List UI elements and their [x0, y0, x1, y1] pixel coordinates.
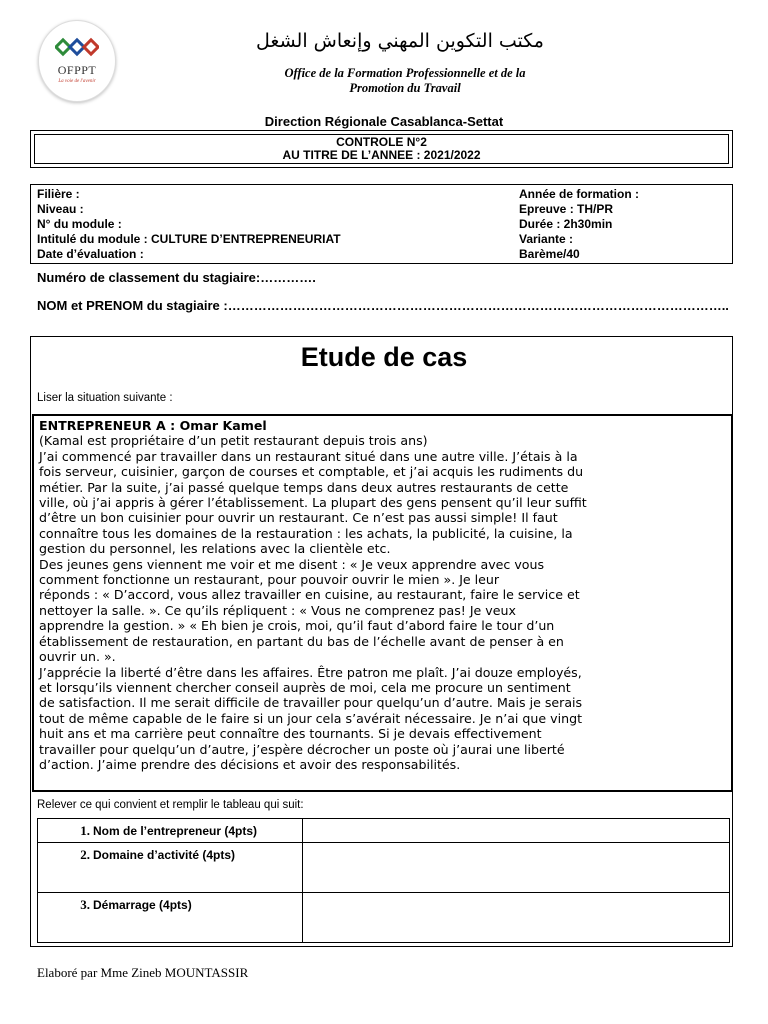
- office-line-2: Promotion du Travail: [349, 81, 461, 95]
- info-date: Date d’évaluation :: [37, 247, 144, 261]
- scenario-line: d’être un bon cuisinier pour ouvrir un restaurant. Ce n’est pas aussi simple! Il faut: [39, 510, 558, 526]
- case-study-title: Etude de cas: [300, 342, 468, 372]
- question-number: 1.: [80, 823, 90, 838]
- scenario-line: nettoyer la salle. ». Ce qu’ils répliquent : « Vous ne comprenez pas! Je veux: [39, 602, 516, 618]
- answer-table: [37, 818, 730, 943]
- table-row: [38, 819, 730, 843]
- question-label: Nom de l’entrepreneur (4pts): [93, 824, 258, 838]
- scenario-text-box: [32, 414, 733, 792]
- question-cell: [38, 893, 303, 943]
- logo-tagline: La voie de l'avenir: [58, 79, 96, 84]
- scenario-line: de satisfaction. Il me serait difficile de travailler pour quelqu’un d’autre. Mais je serais: [39, 695, 583, 711]
- scenario-line: (Kamal est propriétaire d’un petit restaurant depuis trois ans): [39, 433, 428, 449]
- scenario-line: établissement de restauration, en partant du bas de l’échelle avant de penser à en: [39, 633, 564, 649]
- scenario-line: J’ai commencé par travailler dans un restaurant situé dans une autre ville. J’étais à la: [39, 448, 578, 464]
- entrepreneur-heading: ENTREPRENEUR A : Omar Kamel: [39, 418, 267, 433]
- info-variante: Variante :: [519, 232, 574, 246]
- info-module-number: N° du module :: [37, 217, 122, 231]
- answer-cell-domaine[interactable]: [303, 843, 730, 893]
- scenario-line: tout de même capable de le faire si un jour cela s’avérait nécessaire. Je n’ai que vingt: [39, 710, 583, 726]
- question-cell: [38, 843, 303, 893]
- case-intro: Liser la situation suivante :: [37, 392, 173, 404]
- table-row: [38, 843, 730, 893]
- scenario-line: métier. Par la suite, j’ai passé quelque temps dans deux autres restaurants de cette: [39, 479, 569, 495]
- controle-number: CONTROLE N°2: [336, 135, 427, 149]
- scenario-line: apprendre la gestion. » « Eh bien je crois, moi, qu’il faut d’abord faire le tour d’un: [39, 618, 555, 634]
- scenario-line: J’apprécie la liberté d’être dans les affaires. Être patron me plaît. J’ai douze employés,: [39, 664, 582, 680]
- scenario-line: connaître tous les domaines de la restauration : les achats, la publicité, la cuisine, la: [39, 525, 573, 541]
- scenario-line: ville, où j’ai appris à gérer l’établissement. La plupart des gens pensent qu’il leur suffit: [39, 495, 587, 511]
- info-epreuve: Epreuve : TH/PR: [519, 202, 614, 216]
- info-filiere: Filière :: [37, 187, 80, 201]
- answer-cell-demarrage[interactable]: [303, 893, 730, 943]
- scenario-line: d’action. J’aime prendre des décisions et avoir des responsabilités.: [39, 756, 461, 772]
- office-name: [200, 66, 610, 96]
- author-footer: Elaboré par Mme Zineb MOUNTASSIR: [37, 965, 249, 980]
- question-number: 2.: [80, 847, 90, 862]
- scenario-line: huit ans et ma carrière peut connaître des tournants. Si je devais effectivement: [39, 726, 542, 742]
- answer-cell-nom[interactable]: [303, 819, 730, 843]
- info-niveau: Niveau :: [37, 202, 84, 216]
- arabic-title: مكتب التكوين المهني وإنعاش الشغل: [256, 30, 544, 52]
- office-line-1: Office de la Formation Professionnelle et de la: [284, 66, 526, 80]
- controle-box: [34, 134, 729, 164]
- question-number: 3.: [80, 897, 90, 912]
- question-label: Démarrage (4pts): [93, 898, 192, 912]
- stagiaire-nom: NOM et PRENOM du stagiaire :……………………………………………………………………………………………………..: [37, 298, 729, 313]
- scenario-line: fois serveur, cuisinier, garçon de courses et comptable, et j’ai acquis les rudiments du: [39, 464, 584, 480]
- table-row: [38, 893, 730, 943]
- question-label: Domaine d’activité (4pts): [93, 848, 236, 862]
- info-module-title: Intitulé du module : CULTURE D’ENTREPRENEURIAT: [37, 232, 341, 246]
- direction-regionale: Direction Régionale Casablanca-Settat: [264, 114, 504, 129]
- logo-name: OFPPT: [57, 63, 97, 77]
- stagiaire-numero: Numéro de classement du stagiaire:………….: [37, 270, 316, 285]
- ofppt-logo: [38, 20, 116, 102]
- scenario-line: et lorsqu’ils viennent chercher conseil auprès de moi, cela me procure un sentiment: [39, 679, 571, 695]
- ofppt-emblem-icon: [55, 37, 99, 59]
- scenario-line: Des jeunes gens viennent me voir et me disent : « Je veux apprendre avec vous: [39, 556, 545, 572]
- info-annee: Année de formation :: [519, 187, 640, 201]
- table-instruction: Relever ce qui convient et remplir le tableau qui suit:: [37, 799, 304, 811]
- scenario-line: gestion du personnel, les relations avec la clientèle etc.: [39, 541, 391, 557]
- question-cell: [38, 819, 303, 843]
- info-duree: Durée : 2h30min: [519, 217, 613, 231]
- scenario-line: comment fonctionne un restaurant, pour pouvoir ouvrir le mien ». Je leur: [39, 572, 500, 588]
- scenario-line: réponds : « D’accord, vous allez travailler en cuisine, au restaurant, faire le service et: [39, 587, 580, 603]
- scenario-line: travailler pour quelqu’un d’autre, j’espère décrocher un poste où j’aurai une liberté: [39, 741, 565, 757]
- exam-info-box: [30, 184, 733, 264]
- scenario-line: ouvrir un. ».: [39, 649, 116, 665]
- controle-year: AU TITRE DE L’ANNEE : 2021/2022: [282, 148, 481, 162]
- info-bareme: Barème/40: [519, 247, 580, 261]
